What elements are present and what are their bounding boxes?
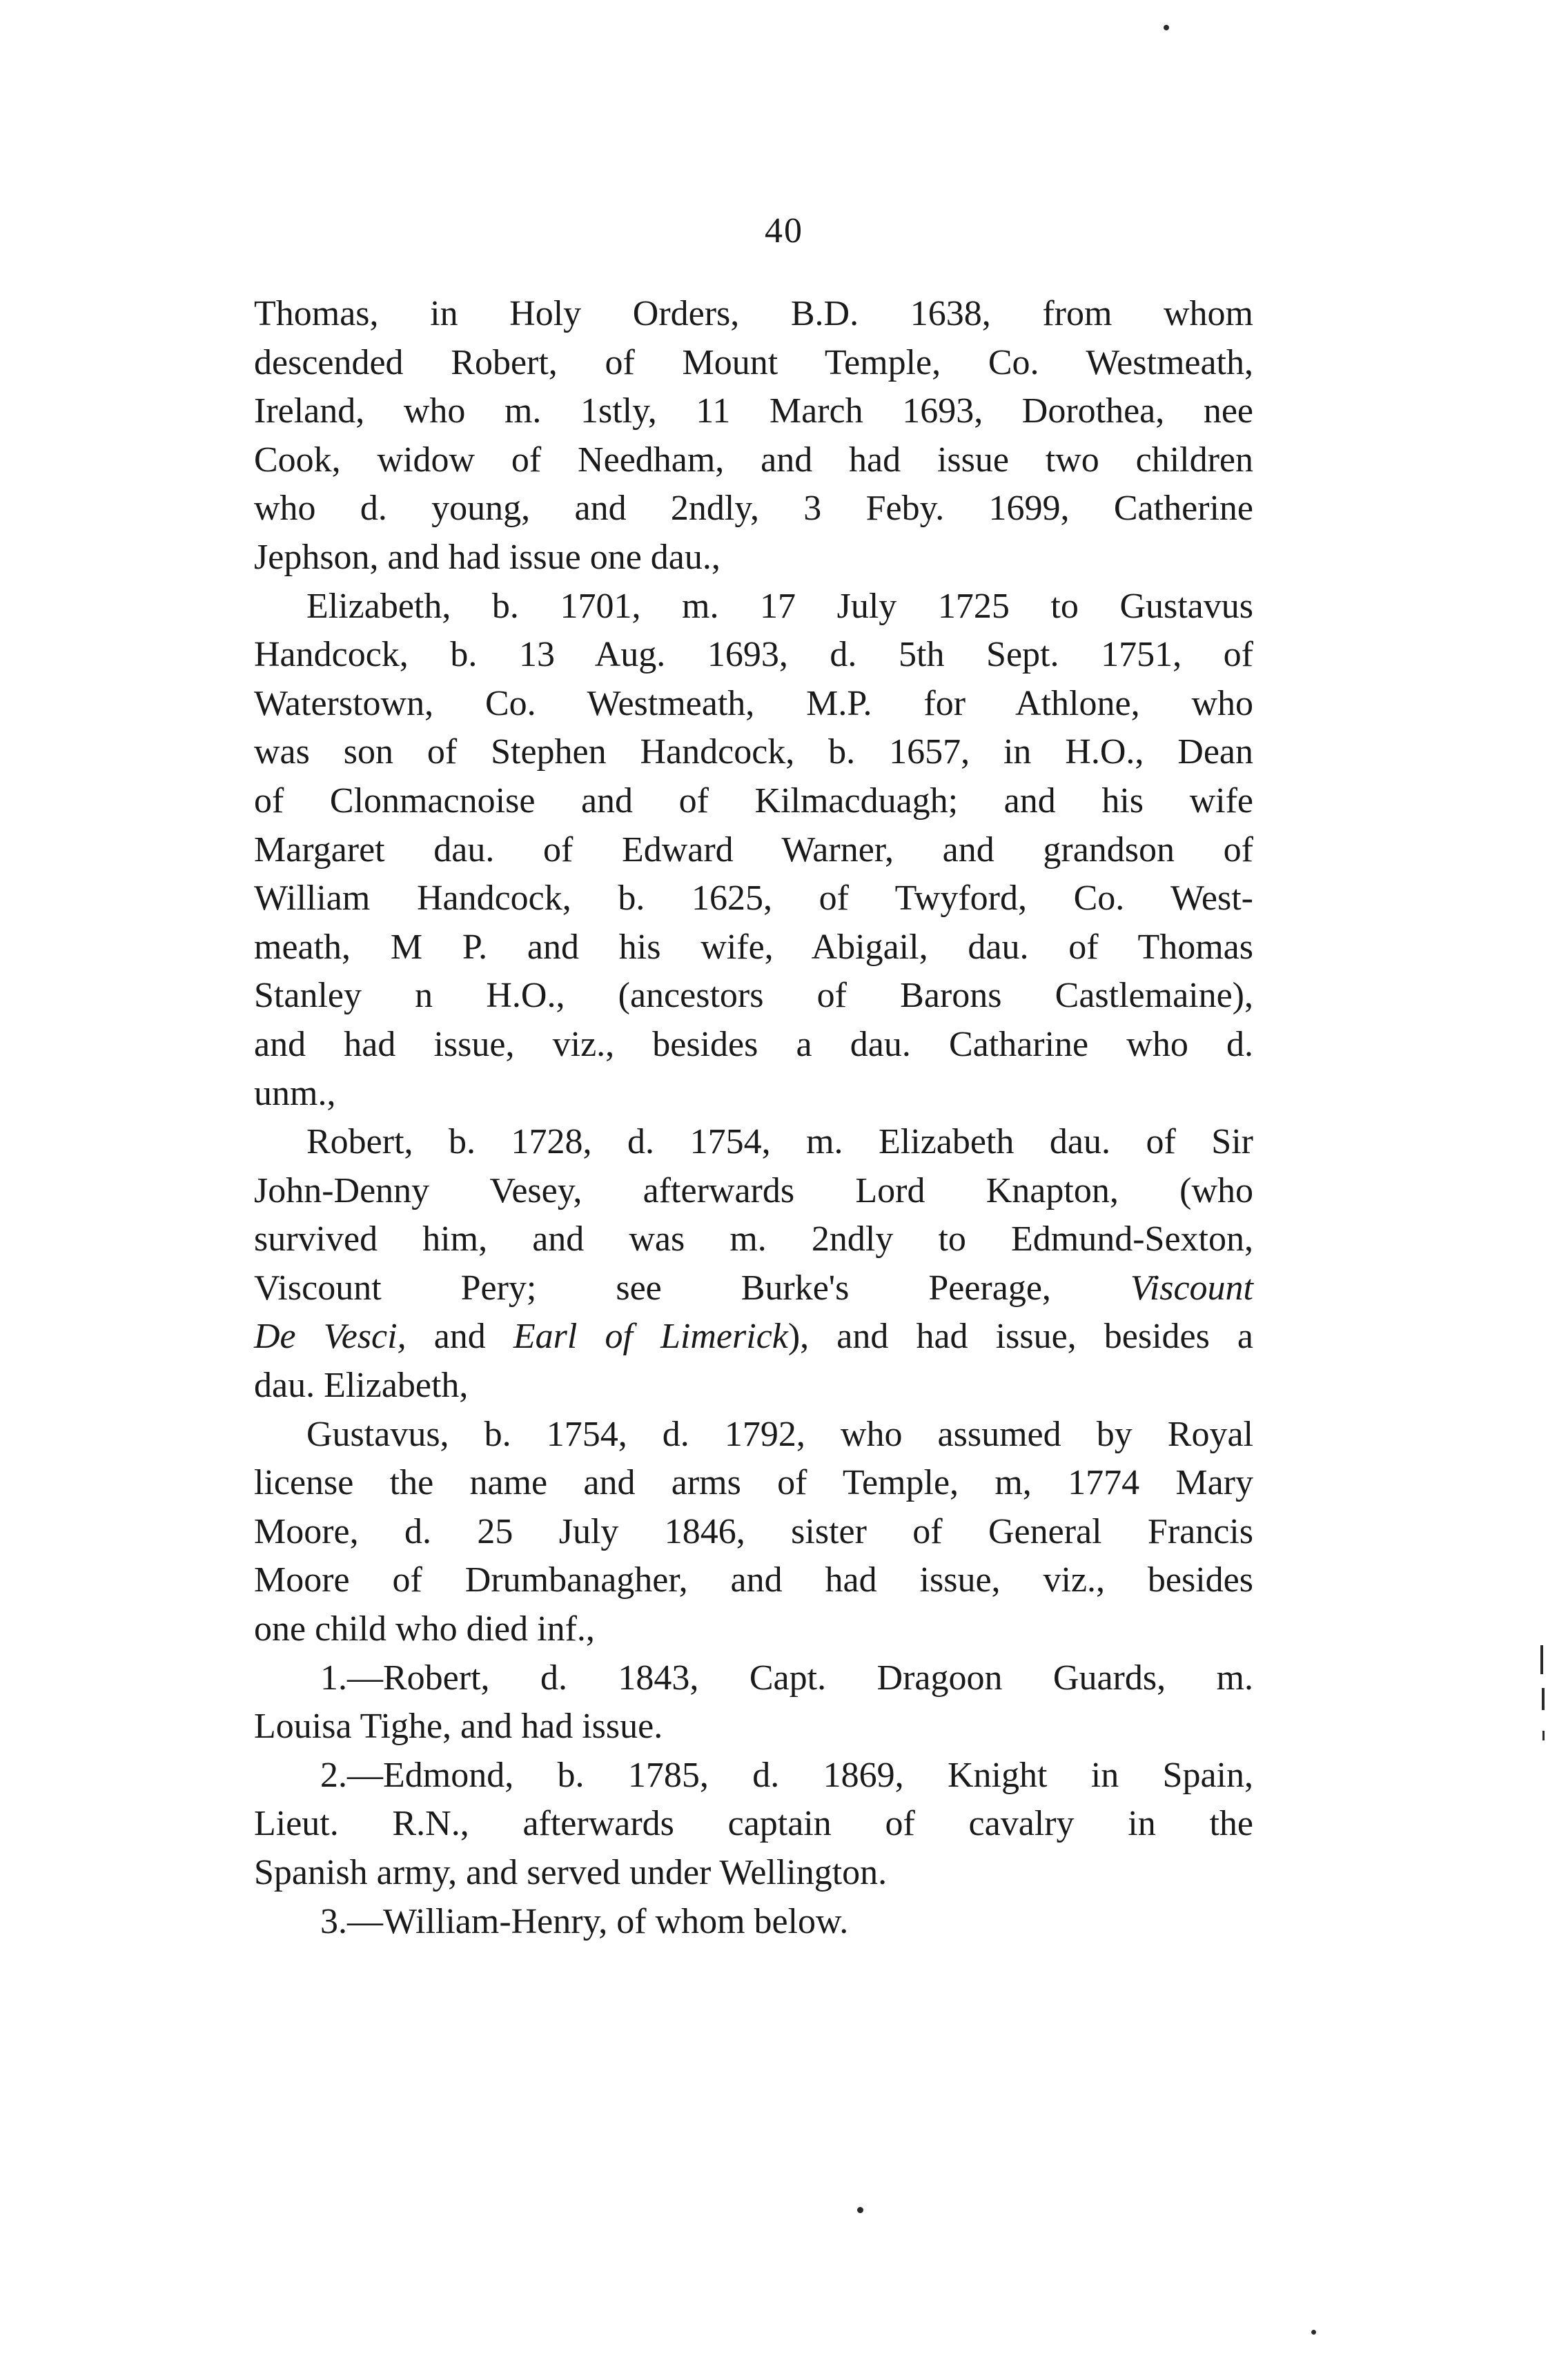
text-line: 3.—William-Henry, of whom below. — [320, 1901, 849, 1941]
text-line: one child who died inf., — [254, 1609, 595, 1649]
text-line: Gustavus, b. 1754, d. 1792, who assumed by Royal — [306, 1414, 1253, 1454]
text-line: Stanley n H.O., (ancestors of Barons Castlemaine), — [254, 976, 1253, 1016]
text-fragment: ), and had issue, besides a — [787, 1317, 1254, 1357]
text-line: of Clonmacnoise and of Kilmacduagh; and his wife — [254, 781, 1253, 821]
text-line: dau. Elizabeth, — [254, 1366, 469, 1406]
margin-mark — [1540, 1645, 1543, 1674]
text-line: 1.—Robert, d. 1843, Capt. Dragoon Guards, m. — [320, 1658, 1253, 1698]
text-line: was son of Stephen Handcock, b. 1657, in H.O., Dean — [254, 732, 1253, 772]
text-line: who d. young, and 2ndly, 3 Feby. 1699, Catherine — [254, 489, 1253, 529]
text-fragment: Viscount Pery; see Burke's Peerage, — [254, 1268, 1051, 1308]
text-line: Margaret dau. of Edward Warner, and grandson of — [254, 829, 1253, 870]
text-line: Moore, d. 25 July 1846, sister of General Francis — [254, 1511, 1253, 1551]
text-line: William Handcock, b. 1625, of Twyford, Co. West- — [254, 878, 1253, 919]
text-line: Moore of Drumbanagher, and had issue, viz., besides — [254, 1560, 1253, 1600]
text-line: Elizabeth, b. 1701, m. 17 July 1725 to Gustavus — [306, 586, 1253, 626]
text-line: survived him, and was m. 2ndly to Edmund-Sexton, — [254, 1219, 1253, 1259]
page-number: 40 — [765, 211, 803, 251]
text-line: license the name and arms of Temple, m, 1774 Mary — [254, 1463, 1253, 1503]
italic-text: Earl of Limerick — [513, 1317, 788, 1357]
text-line: Waterstown, Co. Westmeath, M.P. for Athlone, who — [254, 683, 1253, 723]
text-line: Jephson, and had issue one dau., — [254, 537, 721, 577]
text-line: Robert, b. 1728, d. 1754, m. Elizabeth dau. of Sir — [306, 1122, 1253, 1162]
text-line: Ireland, who m. 1stly, 11 March 1693, Dorothea, nee — [254, 391, 1253, 431]
text-line: John-Denny Vesey, afterwards Lord Knapton, (who — [254, 1170, 1253, 1210]
margin-mark — [1542, 1688, 1545, 1710]
scan-speck — [1311, 2330, 1316, 2335]
text-line: and had issue, viz., besides a dau. Catharine who d. — [254, 1024, 1253, 1064]
text-line — [254, 1264, 1253, 1313]
text-line: unm., — [254, 1073, 336, 1113]
text-line: Lieut. R.N., afterwards captain of cavalry in the — [254, 1804, 1253, 1844]
text-line: descended Robert, of Mount Temple, Co. Westmeath, — [254, 342, 1253, 382]
text-line — [254, 1313, 1253, 1362]
scan-speck — [857, 2207, 863, 2213]
text-line: meath, M P. and his wife, Abigail, dau. of Thomas — [254, 927, 1253, 967]
text-line: Handcock, b. 13 Aug. 1693, d. 5th Sept. 1751, of — [254, 635, 1253, 675]
italic-text: De Vesci, — [254, 1317, 406, 1357]
text-line: Thomas, in Holy Orders, B.D. 1638, from whom — [254, 294, 1253, 333]
margin-mark — [1542, 1731, 1545, 1740]
text-line: Cook, widow of Needham, and had issue two children — [254, 440, 1253, 480]
text-line: 2.—Edmond, b. 1785, d. 1869, Knight in Spain, — [320, 1755, 1253, 1795]
scan-speck — [1164, 25, 1169, 30]
page-body-text — [254, 290, 1253, 1946]
text-fragment: and — [433, 1317, 486, 1357]
text-line: Spanish army, and served under Wellington. — [254, 1853, 888, 1892]
italic-text: Viscount — [1130, 1268, 1253, 1308]
text-line: Louisa Tighe, and had issue. — [254, 1707, 663, 1747]
